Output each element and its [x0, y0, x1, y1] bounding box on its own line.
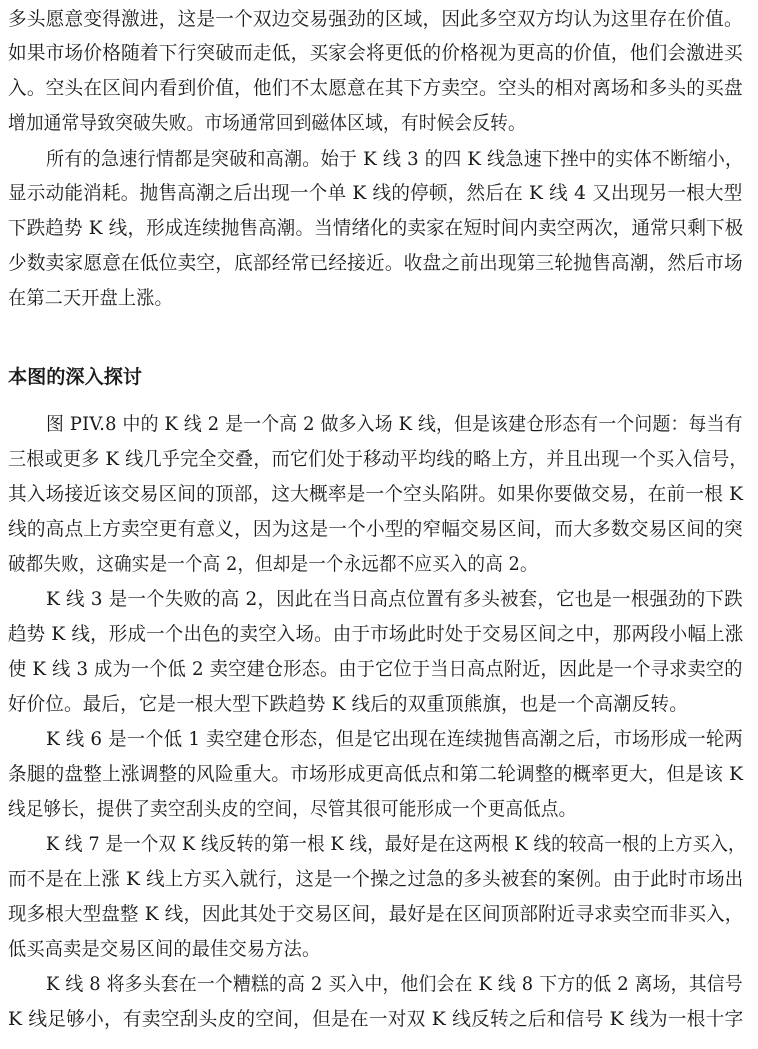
text-line: 图 PIV.8 中的 K 线 2 是一个高 2 做多入场 K 线，但是该建仓形态有一个问题：每当有: [46, 413, 743, 435]
text-line: 少数卖家愿意在低位卖空，底部经常已经接近。收盘之前出现第三轮抛售高潮，然后市场: [8, 252, 743, 274]
text-line: 增加通常导致突破失败。市场通常回到磁体区域，有时候会反转。: [8, 112, 526, 134]
text-line: K 线 7 是一个双 K 线反转的第一根 K 线，最好是在这两根 K 线的较高一根的上方买入，: [46, 833, 746, 855]
text-line: 多头愿意变得激进，这是一个双边交易强劲的区域，因此多空双方均认为这里存在价值。: [8, 8, 743, 30]
text-line: K 线 6 是一个低 1 卖空建仓形态，但是它出现在连续抛售高潮之后，市场形成一轮两: [46, 728, 743, 750]
text-line: K 线 8 将多头套在一个糟糕的高 2 买入中，他们会在 K 线 8 下方的低 2 离场，其信号: [46, 973, 743, 995]
text-line: 而不是在上涨 K 线上方买入就行，这是一个操之过急的多头被套的案例。由于此时市场出: [8, 868, 744, 890]
text-line: 其入场接近该交易区间的顶部，这大概率是一个空头陷阱。如果你要做交易，在前一根 K: [8, 483, 744, 505]
text-line: 低买高卖是交易区间的最佳交易方法。: [8, 938, 321, 960]
text-line: 线的高点上方卖空更有意义，因为这是一个小型的窄幅交易区间，而大多数交易区间的突: [8, 518, 743, 540]
text-line: 线足够长，提供了卖空刮头皮的空间，尽管其很可能形成一个更高低点。: [8, 798, 577, 820]
text-line: 趋势 K 线，形成一个出色的卖空入场。由于市场此时处于交易区间之中，那两段小幅上涨: [8, 623, 744, 645]
text-line: 在第二天开盘上涨。: [8, 287, 173, 309]
section-heading: 本图的深入探讨: [8, 366, 143, 388]
text-line: K 线足够小，有卖空刮头皮的空间，但是在一对双 K 线反转之后和信号 K 线为一根十字: [8, 1008, 744, 1030]
text-line: 条腿的盘整上涨调整的风险重大。市场形成更高低点和第二轮调整的概率更大，但是该 K: [8, 763, 744, 785]
text-line: 如果市场价格随着下行突破而走低，买家会将更低的价格视为更高的价值，他们会激进买: [8, 42, 743, 64]
text-line: 好价位。最后，它是一根大型下跌趋势 K 线后的双重顶熊旗，也是一个高潮反转。: [8, 693, 688, 715]
text-line: 下跌趋势 K 线，形成连续抛售高潮。当情绪化的卖家在短时间内卖空两次，通常只剩下极: [8, 217, 744, 239]
text-line: 入。空头在区间内看到价值，他们不太愿意在其下方卖空。空头的相对离场和多头的买盘: [8, 77, 743, 99]
text-line: 显示动能消耗。抛售高潮之后出现一个单 K 线的停顿，然后在 K 线 4 又出现另一根大型: [8, 182, 743, 204]
text-line: 现多根大型盘整 K 线，因此其处于交易区间，最好是在区间顶部附近寻求卖空而非买入，: [8, 903, 744, 925]
text-line: 所有的急速行情都是突破和高潮。始于 K 线 3 的四 K 线急速下挫中的实体不断缩小，: [46, 148, 744, 170]
text-line: 三根或更多 K 线几乎完全交叠，而它们处于移动平均线的略上方，并且出现一个买入信号，: [8, 448, 748, 470]
text-line: 使 K 线 3 成为一个低 2 卖空建仓形态。由于它位于当日高点附近，因此是一个寻求卖空的: [8, 658, 743, 680]
text-line: K 线 3 是一个失败的高 2，因此在当日高点位置有多头被套，它也是一根强劲的下跌: [46, 588, 743, 610]
text-line: 破都失败，这确实是一个高 2，但却是一个永远都不应买入的高 2。: [8, 553, 538, 575]
